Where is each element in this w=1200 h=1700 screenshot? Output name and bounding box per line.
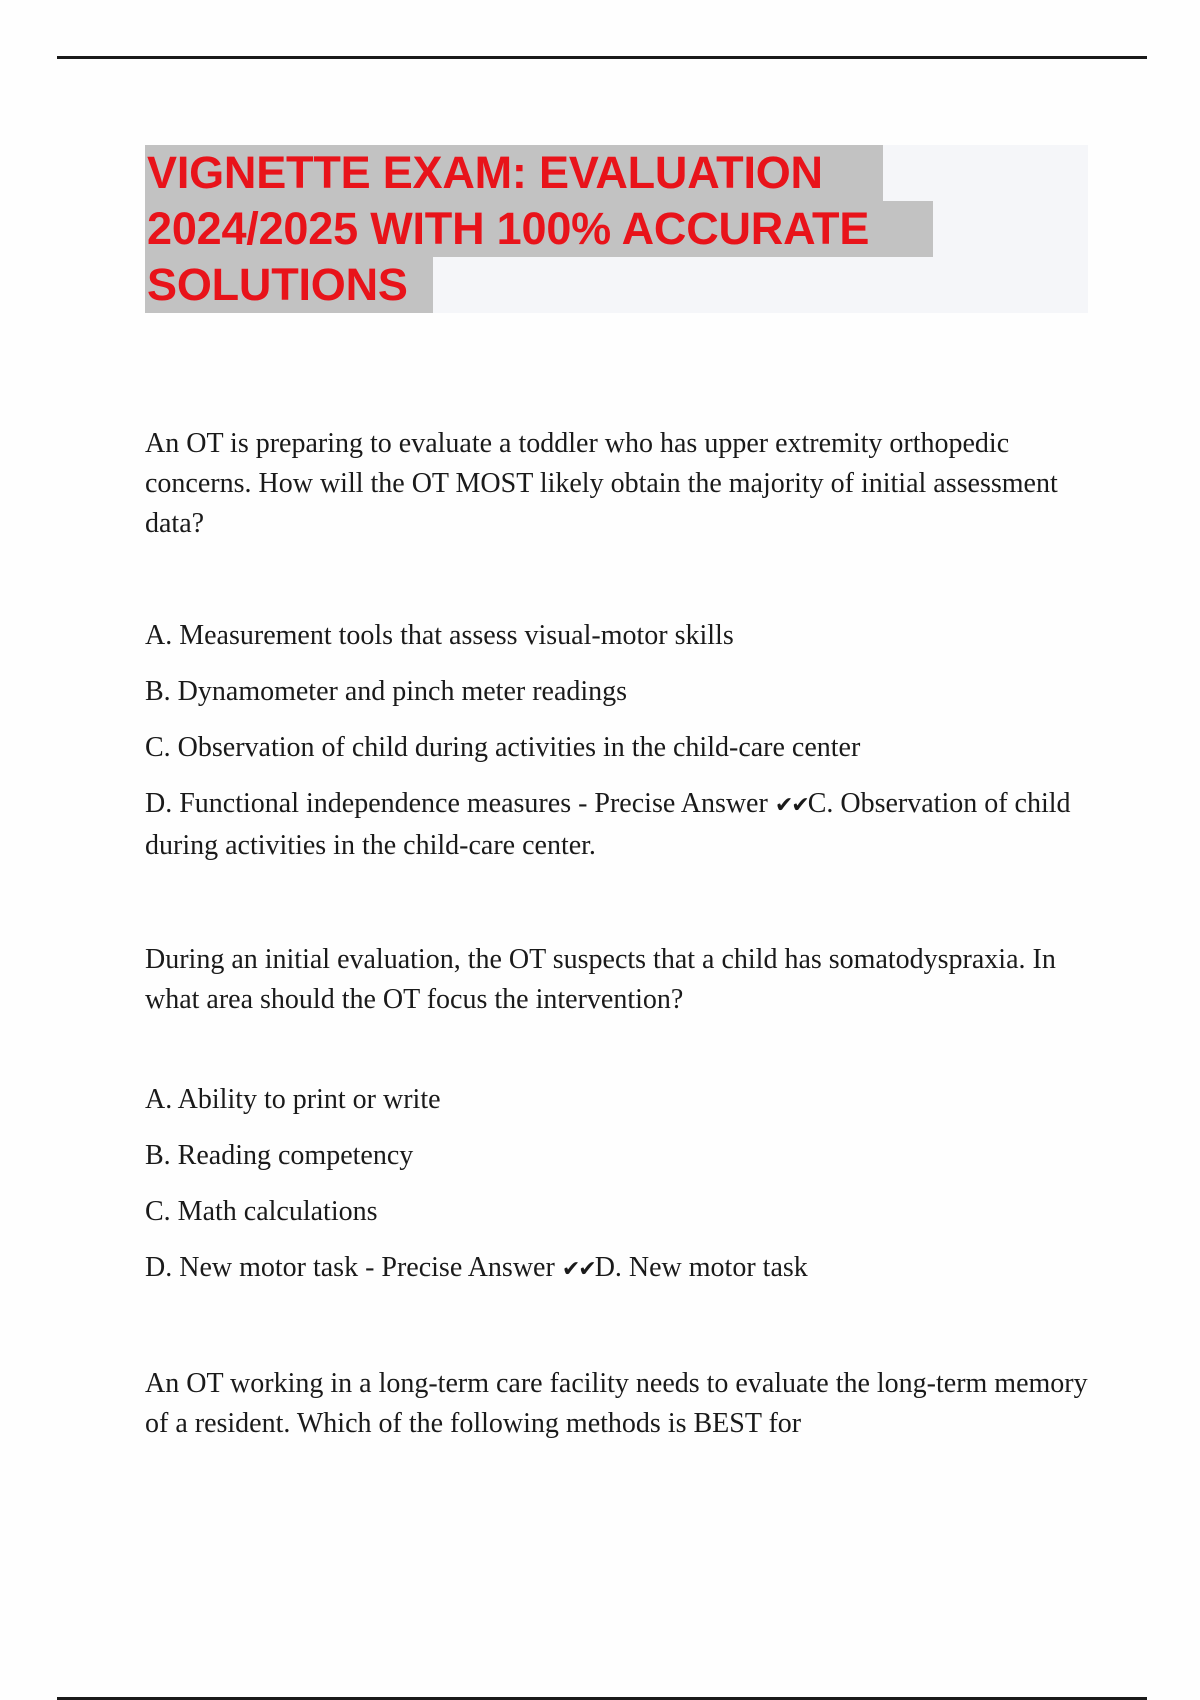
question-2-answer: D. New motor task — [594, 1252, 808, 1283]
header-rule — [57, 56, 1147, 59]
question-2-text: During an initial evaluation, the OT suspects that a child has somatodyspraxia. In what area should the OT focus the intervention? — [145, 944, 1056, 1015]
question-1-options — [145, 616, 1105, 866]
title-line-2: 2024/2025 WITH 100% ACCURATE — [145, 201, 933, 257]
question-1-answer: C. Observation of child during activities in the child-care center. — [145, 788, 1071, 861]
question-1-option-a: A. Measurement tools that assess visual-motor skills — [145, 620, 734, 651]
question-2-option-b: B. Reading competency — [145, 1140, 414, 1171]
question-2-option-d-text: D. New motor task - Precise Answer — [145, 1252, 555, 1283]
question-2-options — [145, 1080, 1105, 1290]
double-check-icon: ✔✔ — [561, 1257, 595, 1282]
question-2-option-a: A. Ability to print or write — [145, 1084, 441, 1115]
question-3-text: An OT working in a long-term care facility needs to evaluate the long-term memory of a resident. Which of the following methods is BEST for — [145, 1368, 1088, 1439]
question-2-option-d — [145, 1248, 1105, 1290]
question-1-option-b: B. Dynamometer and pinch meter readings — [145, 676, 628, 707]
question-1-text: An OT is preparing to evaluate a toddler who has upper extremity orthopedic concerns. How will the OT MOST likely obtain the majority of initial assessment data? — [145, 428, 1058, 539]
title-line-3: SOLUTIONS — [145, 257, 433, 313]
question-1-option-d — [145, 784, 1105, 866]
question-1-option-c: C. Observation of child during activities in the child-care center — [145, 732, 861, 763]
question-1-option-d-text: D. Functional independence measures - Precise Answer — [145, 788, 768, 819]
question-2-option-c: C. Math calculations — [145, 1196, 378, 1227]
title-line-1: VIGNETTE EXAM: EVALUATION — [145, 145, 883, 201]
double-check-icon: ✔✔ — [774, 793, 808, 818]
document-title — [145, 145, 1088, 313]
